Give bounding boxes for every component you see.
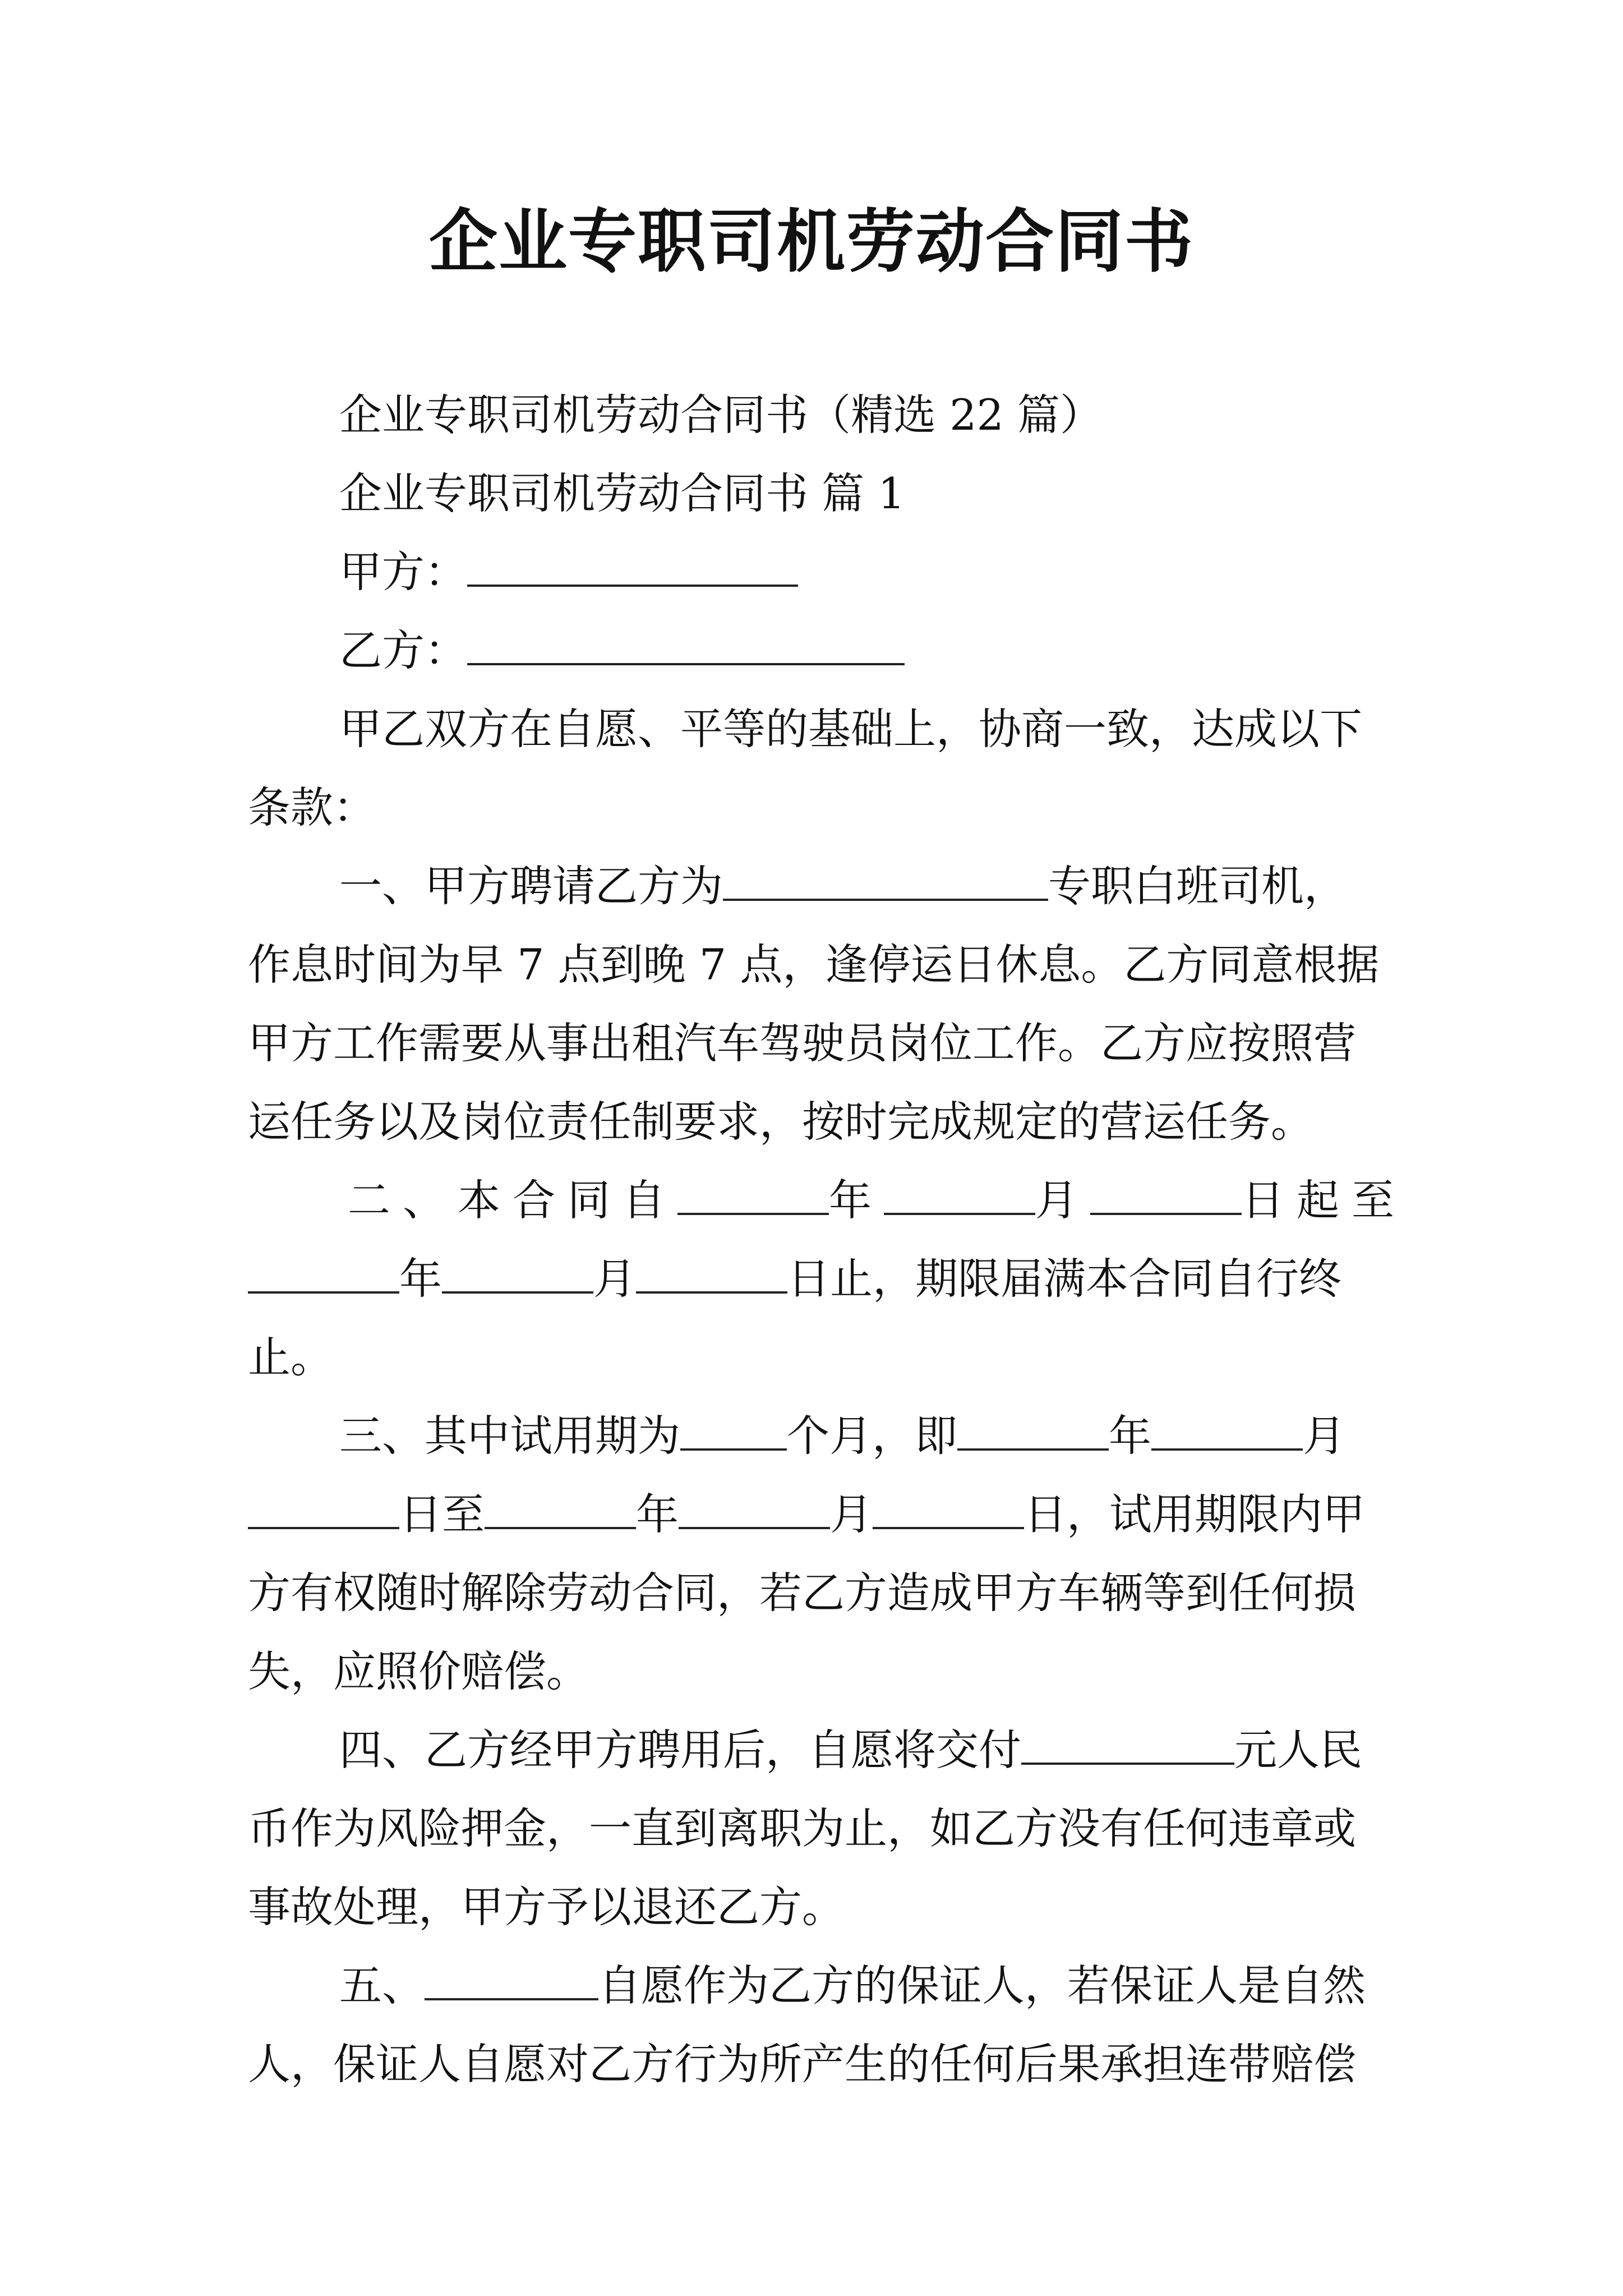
clause-text: 元人民 — [1234, 1725, 1362, 1775]
clause-2-line — [248, 1329, 1392, 1386]
clause-text: 月 — [1035, 1175, 1090, 1225]
date-blank — [1151, 1411, 1303, 1451]
clause-3-line — [248, 1565, 1392, 1621]
clause-text: 甲方工作需要从事出租汽车驾驶员岗位工作。乙方应按照营 — [248, 1018, 1356, 1068]
clause-text: 年 — [829, 1175, 884, 1225]
clause-1-line — [248, 1094, 1392, 1150]
clause-3-line — [248, 1487, 1392, 1543]
party-b-line — [339, 623, 1392, 679]
clause-text: 个月，即 — [787, 1411, 957, 1461]
clause-text: 自愿作为乙方的保证人，若保证人是自然 — [598, 1961, 1366, 2010]
clause-text: 年 — [399, 1254, 442, 1304]
clause-1-line — [248, 937, 1392, 993]
clause-text: 人，保证人自愿对乙方行为所产生的任何后果承担连带赔偿 — [248, 2039, 1356, 2089]
date-blank — [248, 1490, 399, 1529]
date-blank — [873, 1490, 1024, 1529]
party-a-label: 甲方： — [339, 547, 467, 597]
clause-text: 三、其中试用期为 — [339, 1411, 680, 1461]
clause-4-line — [248, 1801, 1392, 1857]
date-blank — [636, 1254, 787, 1294]
clause-text: 一、甲方聘请乙方为 — [339, 861, 723, 911]
intro-text: 条款： — [248, 783, 376, 832]
clause-3-line — [248, 1644, 1392, 1700]
date-blank — [248, 1254, 399, 1294]
clause-1-blank — [723, 862, 1048, 901]
clause-4-line — [248, 1879, 1392, 1935]
clause-2-line — [248, 1251, 1392, 1307]
clause-text: 日，试用期限内甲 — [1024, 1489, 1365, 1539]
clause-text: 二、本合同自 — [348, 1175, 677, 1225]
document-title: 企业专职司机劳动合同书 — [429, 201, 1194, 282]
guarantor-blank — [425, 1961, 598, 2000]
clause-5-line — [339, 1958, 1392, 2014]
clause-text: 作息时间为早 7 点到晚 7 点，逢停运日休息。乙方同意根据 — [248, 940, 1380, 990]
date-blank — [884, 1176, 1035, 1215]
clause-text: 日至 — [399, 1489, 485, 1539]
date-blank — [442, 1254, 593, 1294]
clause-text: 事故处理，甲方予以退还乙方。 — [248, 1882, 845, 1932]
party-a-blank — [467, 547, 798, 587]
party-a-line — [339, 544, 1392, 600]
clause-4-line — [339, 1722, 1392, 1778]
clause-5-line — [248, 2036, 1392, 2092]
clause-text: 月 — [830, 1489, 873, 1539]
clause-text: 运任务以及岗位责任制要求，按时完成规定的营运任务。 — [248, 1097, 1313, 1147]
clause-text: 日起至 — [1242, 1175, 1407, 1225]
clause-1-line — [339, 858, 1392, 914]
months-blank — [680, 1411, 787, 1451]
section-heading — [339, 466, 1392, 522]
clause-text: 方有权随时解除劳动合同，若乙方造成甲方车辆等到任何损 — [248, 1568, 1356, 1618]
clause-text: 失，应照价赔偿。 — [248, 1646, 589, 1696]
clause-text: 年 — [636, 1489, 679, 1539]
clause-text: 月 — [593, 1254, 636, 1304]
clause-text: 四、乙方经甲方聘用后，自愿将交付 — [339, 1725, 1021, 1775]
intro-text: 甲乙双方在自愿、平等的基础上，协商一致，达成以下 — [339, 704, 1362, 754]
clause-text: 专职白班司机， — [1048, 861, 1347, 911]
deposit-blank — [1021, 1726, 1234, 1765]
paragraph-intro-line — [339, 701, 1392, 757]
section-heading-text: 企业专职司机劳动合同书 篇 1 — [339, 468, 905, 518]
clause-text: 币作为风险押金，一直到离职为止，如乙方没有任何违章或 — [248, 1803, 1356, 1853]
clause-3-line — [339, 1408, 1392, 1464]
clause-1-line — [248, 1015, 1392, 1071]
date-blank — [485, 1490, 636, 1529]
clause-2-line — [348, 1172, 1407, 1228]
clause-text: 止。 — [248, 1332, 333, 1382]
clause-text: 月 — [1303, 1411, 1345, 1461]
party-b-label: 乙方： — [339, 625, 467, 675]
party-b-blank — [467, 626, 905, 665]
subtitle-line — [339, 387, 1392, 443]
date-blank — [957, 1411, 1109, 1451]
paragraph-intro-line — [248, 780, 1392, 836]
clause-text: 年 — [1109, 1411, 1151, 1461]
clause-text: 五、 — [339, 1961, 425, 2010]
date-blank — [677, 1176, 829, 1215]
date-blank — [1090, 1176, 1242, 1215]
date-blank — [679, 1490, 830, 1529]
subtitle-text: 企业专职司机劳动合同书（精选 22 篇） — [339, 390, 1103, 440]
clause-text: 日止，期限届满本合同自行终 — [787, 1254, 1341, 1304]
